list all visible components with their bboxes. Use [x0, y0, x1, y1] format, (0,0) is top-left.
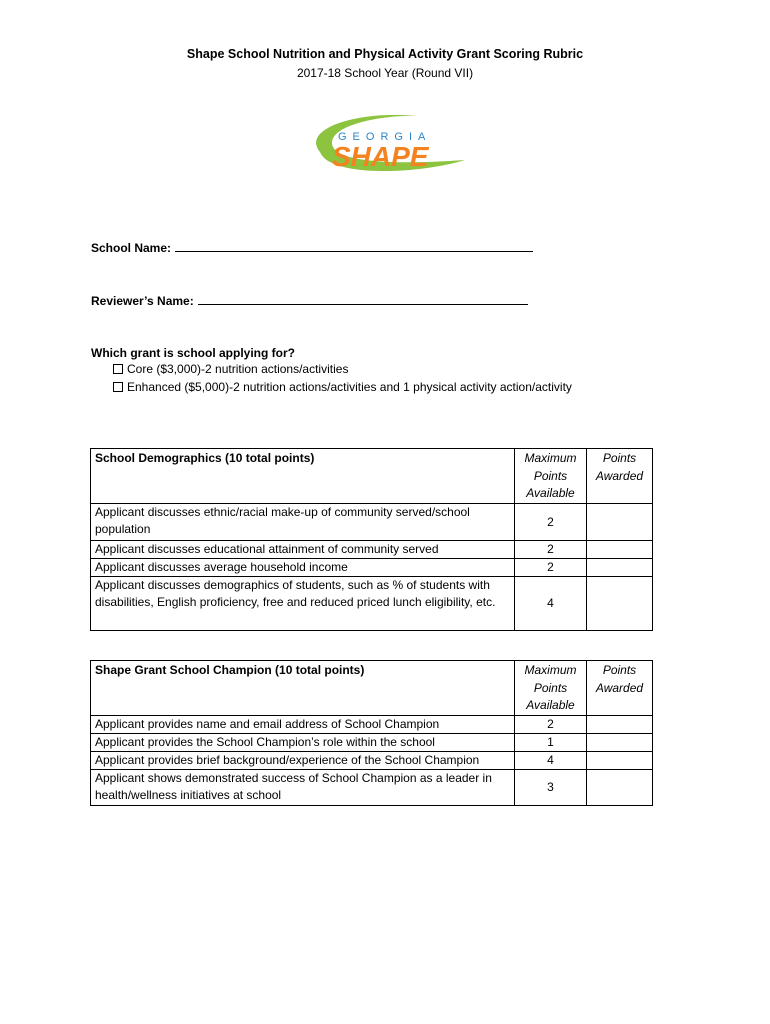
grant-option-core-label: Core ($3,000)-2 nutrition actions/activities — [127, 362, 349, 376]
max-points-value: 1 — [515, 733, 586, 751]
school-name-label: School Name: — [91, 241, 172, 255]
max-header-line: Maximum — [524, 451, 577, 465]
max-points-value: 4 — [515, 576, 586, 630]
criterion-text: Applicant shows demonstrated success of School Champion as a leader in health/wellness initiatives at school — [91, 769, 514, 805]
max-header-line: Maximum — [524, 663, 577, 677]
max-points-value: 2 — [547, 716, 554, 731]
school-champion-table — [90, 660, 653, 806]
grant-type-question: Which grant is school applying for? — [91, 346, 296, 360]
points-awarded-header — [587, 449, 653, 504]
max-header-line: Points — [533, 680, 568, 695]
reviewer-name-line[interactable] — [198, 294, 528, 305]
document-subtitle: 2017-18 School Year (Round VII) — [296, 66, 474, 80]
georgia-shape-logo — [300, 108, 470, 180]
grant-option-enhanced[interactable] — [113, 380, 572, 394]
points-awarded-input[interactable] — [587, 769, 652, 805]
criterion-text: Applicant provides the School Champion’s role within the school — [91, 733, 514, 751]
awarded-header-line: Awarded — [595, 468, 644, 483]
school-name-field[interactable] — [91, 241, 533, 255]
awarded-header-line: Points — [602, 663, 637, 677]
max-points-value: 2 — [515, 558, 586, 576]
logo-top-text: GEORGIA — [338, 131, 432, 143]
max-header-line: Available — [526, 698, 575, 712]
points-awarded-cell[interactable] — [587, 503, 653, 630]
table-row — [91, 503, 653, 630]
demographics-table — [90, 448, 653, 631]
max-header-line: Available — [526, 486, 575, 500]
max-header-line: Points — [533, 468, 568, 483]
points-awarded-input[interactable] — [587, 540, 652, 558]
max-points-value: 4 — [515, 751, 586, 769]
max-points-value: 2 — [515, 540, 586, 558]
points-awarded-input[interactable] — [587, 504, 652, 540]
reviewer-name-label: Reviewer’s Name: — [91, 294, 194, 308]
max-points-cell — [515, 715, 587, 805]
max-points-value: 3 — [515, 769, 586, 805]
points-awarded-cell[interactable] — [587, 715, 653, 805]
criterion-text: Applicant discusses ethnic/racial make-up of community served/school population — [95, 504, 470, 536]
logo-main-text: SHAPE — [332, 141, 429, 172]
table-header-row — [91, 661, 653, 716]
criterion-text: Applicant provides name and email address of School Champion — [95, 716, 440, 731]
section-title: School Demographics (10 total points) — [91, 449, 515, 504]
document-title: Shape School Nutrition and Physical Activity Grant Scoring Rubric — [186, 47, 584, 61]
checkbox-enhanced[interactable] — [113, 382, 123, 392]
checkbox-core[interactable] — [113, 364, 123, 374]
grant-option-enhanced-label: Enhanced ($5,000)-2 nutrition actions/activities and 1 physical activity action/activity — [127, 380, 572, 394]
points-awarded-input[interactable] — [587, 558, 652, 576]
table-header-row — [91, 449, 653, 504]
reviewer-name-field[interactable] — [91, 294, 528, 308]
max-points-header — [515, 449, 587, 504]
section-title: Shape Grant School Champion (10 total points) — [91, 661, 515, 716]
criteria-cell — [91, 715, 515, 805]
awarded-header-line: Points — [602, 451, 637, 465]
max-points-header — [515, 661, 587, 716]
grant-option-core[interactable] — [113, 362, 348, 376]
criterion-text: Applicant discusses average household income — [91, 558, 514, 576]
points-awarded-input[interactable] — [587, 733, 652, 751]
points-awarded-input[interactable] — [587, 716, 652, 733]
max-points-cell — [515, 503, 587, 630]
criteria-cell — [91, 503, 515, 630]
criterion-text: Applicant discusses educational attainment of community served — [91, 540, 514, 558]
school-name-line[interactable] — [175, 241, 533, 252]
points-awarded-header — [587, 661, 653, 716]
max-points-value: 2 — [547, 514, 554, 529]
awarded-header-line: Awarded — [595, 680, 644, 695]
criterion-text: Applicant provides brief background/experience of the School Champion — [91, 751, 514, 769]
criterion-text: Applicant discusses demographics of students, such as % of students with disabilities, English proficiency, free and reduced priced lunch eligibility, etc. — [91, 576, 514, 630]
points-awarded-input[interactable] — [587, 751, 652, 769]
points-awarded-input[interactable] — [587, 576, 652, 630]
table-row — [91, 715, 653, 805]
